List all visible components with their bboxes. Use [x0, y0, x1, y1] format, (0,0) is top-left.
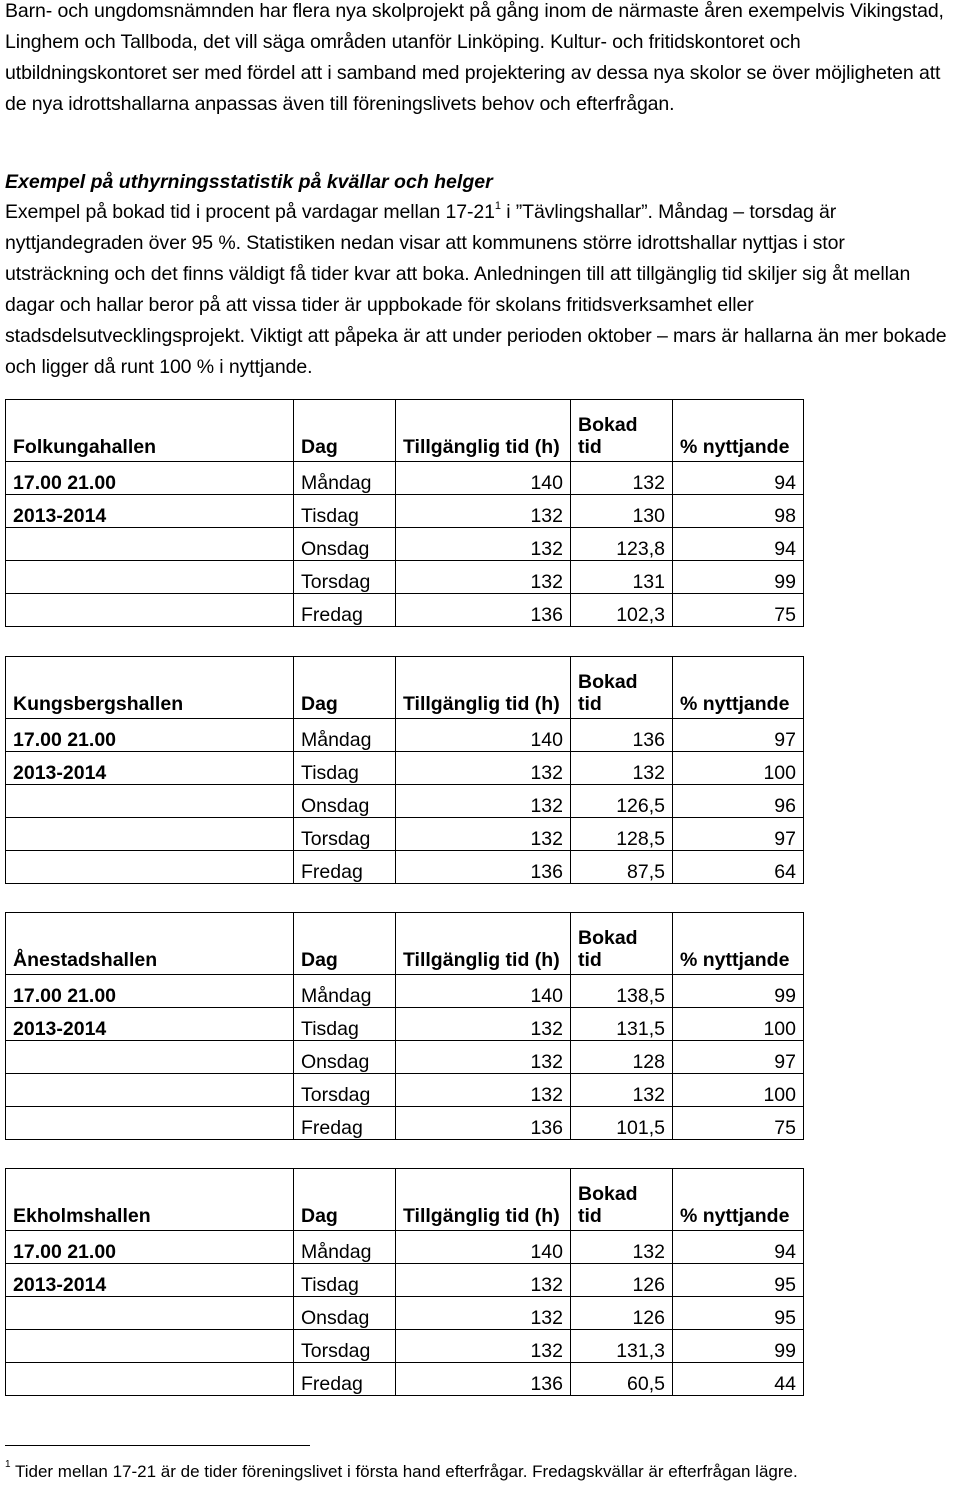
empty-cell: [6, 594, 294, 627]
column-header-day: Dag: [294, 913, 396, 975]
season-period: 2013-2014: [6, 495, 294, 528]
usage-percent-cell: 99: [673, 561, 804, 594]
season-period: 2013-2014: [6, 752, 294, 785]
section-heading: Exempel på uthyrningsstatistik på kvällar och helger: [5, 171, 493, 193]
empty-cell: [6, 1363, 294, 1396]
booked-hours-cell: 132: [571, 462, 673, 495]
available-hours-cell: 132: [396, 1297, 571, 1330]
available-hours-cell: 140: [396, 462, 571, 495]
usage-percent-cell: 100: [673, 752, 804, 785]
season-period: 2013-2014: [6, 1264, 294, 1297]
day-cell: Torsdag: [294, 818, 396, 851]
hall-usage-table: [5, 656, 804, 884]
usage-percent-cell: 97: [673, 1041, 804, 1074]
empty-cell: [6, 1074, 294, 1107]
column-header-booked: Bokad tid: [571, 1169, 673, 1231]
column-header-available: Tillgänglig tid (h): [396, 913, 571, 975]
hall-usage-table: [5, 912, 804, 1140]
table-header-row: [6, 400, 804, 462]
available-hours-cell: 132: [396, 1074, 571, 1107]
table-row: [6, 528, 804, 561]
booked-hours-cell: 131,3: [571, 1330, 673, 1363]
available-hours-cell: 132: [396, 1041, 571, 1074]
footnote-text: Tider mellan 17-21 är de tider föreningslivet i första hand efterfrågar. Fredagskvällar är efterfrågan lägre.: [10, 1462, 798, 1481]
table-row: [6, 1264, 804, 1297]
hall-name: Ånestadshallen: [6, 913, 294, 975]
intro-paragraph: Barn- och ungdomsnämnden har flera nya skolprojekt på gång inom de närmaste åren exempelvis Vikingstad, Linghem och Tallboda, det vill säga områden utanför Linköping. Kultur- och fritidskontoret och utbildningskontoret ser med fördel att i samband med projektering av dessa nya skolor se över möjligheten att de nya idrottshallarna anpassas även till föreningslivets behov och efterfrågan.: [5, 0, 944, 115]
time-range: 17.00 21.00: [6, 975, 294, 1008]
table-row: [6, 1008, 804, 1041]
column-header-booked: Bokad tid: [571, 400, 673, 462]
day-cell: Torsdag: [294, 1074, 396, 1107]
empty-cell: [6, 1297, 294, 1330]
day-cell: Tisdag: [294, 1264, 396, 1297]
column-header-available: Tillgänglig tid (h): [396, 400, 571, 462]
available-hours-cell: 132: [396, 818, 571, 851]
day-cell: Måndag: [294, 1231, 396, 1264]
booked-hours-cell: 128,5: [571, 818, 673, 851]
table-row: [6, 462, 804, 495]
empty-cell: [6, 785, 294, 818]
booked-hours-cell: 102,3: [571, 594, 673, 627]
usage-percent-cell: 94: [673, 1231, 804, 1264]
hall-usage-table: [5, 399, 804, 627]
column-header-day: Dag: [294, 1169, 396, 1231]
available-hours-cell: 132: [396, 528, 571, 561]
day-cell: Onsdag: [294, 528, 396, 561]
empty-cell: [6, 561, 294, 594]
day-cell: Onsdag: [294, 1041, 396, 1074]
booked-hours-cell: 126,5: [571, 785, 673, 818]
footnote-marker: 1: [5, 1459, 11, 1471]
usage-percent-cell: 64: [673, 851, 804, 884]
available-hours-cell: 136: [396, 1363, 571, 1396]
footnote-reference: 1: [494, 199, 501, 212]
table-row: [6, 1107, 804, 1140]
usage-percent-cell: 95: [673, 1264, 804, 1297]
table-row: [6, 975, 804, 1008]
available-hours-cell: 136: [396, 1107, 571, 1140]
table-row: [6, 1330, 804, 1363]
table-row: [6, 1297, 804, 1330]
usage-percent-cell: 97: [673, 719, 804, 752]
usage-percent-cell: 97: [673, 818, 804, 851]
booked-hours-cell: 87,5: [571, 851, 673, 884]
column-header-day: Dag: [294, 657, 396, 719]
column-header-available: Tillgänglig tid (h): [396, 1169, 571, 1231]
usage-percent-cell: 99: [673, 1330, 804, 1363]
empty-cell: [6, 1330, 294, 1363]
available-hours-cell: 140: [396, 719, 571, 752]
day-cell: Fredag: [294, 1363, 396, 1396]
table-row: [6, 495, 804, 528]
day-cell: Måndag: [294, 462, 396, 495]
day-cell: Fredag: [294, 851, 396, 884]
booked-hours-cell: 132: [571, 752, 673, 785]
available-hours-cell: 132: [396, 785, 571, 818]
available-hours-cell: 132: [396, 1008, 571, 1041]
table-row: [6, 594, 804, 627]
table-header-row: [6, 1169, 804, 1231]
booked-hours-cell: 138,5: [571, 975, 673, 1008]
usage-percent-cell: 75: [673, 1107, 804, 1140]
table-row: [6, 752, 804, 785]
column-header-booked: Bokad tid: [571, 913, 673, 975]
usage-percent-cell: 98: [673, 495, 804, 528]
usage-percent-cell: 44: [673, 1363, 804, 1396]
column-header-available: Tillgänglig tid (h): [396, 657, 571, 719]
day-cell: Onsdag: [294, 1297, 396, 1330]
column-header-day: Dag: [294, 400, 396, 462]
table-header-row: [6, 657, 804, 719]
booked-hours-cell: 130: [571, 495, 673, 528]
stats-paragraph-part1: Exempel på bokad tid i procent på vardagar mellan 17-21: [5, 201, 495, 223]
empty-cell: [6, 1041, 294, 1074]
booked-hours-cell: 132: [571, 1231, 673, 1264]
usage-percent-cell: 75: [673, 594, 804, 627]
booked-hours-cell: 132: [571, 1074, 673, 1107]
day-cell: Måndag: [294, 975, 396, 1008]
usage-percent-cell: 100: [673, 1008, 804, 1041]
hall-name: Kungsbergshallen: [6, 657, 294, 719]
table-row: [6, 1363, 804, 1396]
footnote-divider: [5, 1445, 310, 1446]
day-cell: Torsdag: [294, 561, 396, 594]
booked-hours-cell: 136: [571, 719, 673, 752]
available-hours-cell: 132: [396, 1264, 571, 1297]
booked-hours-cell: 126: [571, 1264, 673, 1297]
table-row: [6, 851, 804, 884]
column-header-usage: % nyttjande: [673, 657, 804, 719]
available-hours-cell: 132: [396, 495, 571, 528]
day-cell: Fredag: [294, 1107, 396, 1140]
table-row: [6, 719, 804, 752]
day-cell: Tisdag: [294, 752, 396, 785]
booked-hours-cell: 131: [571, 561, 673, 594]
column-header-usage: % nyttjande: [673, 913, 804, 975]
available-hours-cell: 140: [396, 1231, 571, 1264]
column-header-usage: % nyttjande: [673, 400, 804, 462]
time-range: 17.00 21.00: [6, 719, 294, 752]
day-cell: Tisdag: [294, 1008, 396, 1041]
empty-cell: [6, 528, 294, 561]
booked-hours-cell: 126: [571, 1297, 673, 1330]
table-row: [6, 1231, 804, 1264]
booked-hours-cell: 131,5: [571, 1008, 673, 1041]
column-header-booked: Bokad tid: [571, 657, 673, 719]
day-cell: Tisdag: [294, 495, 396, 528]
day-cell: Torsdag: [294, 1330, 396, 1363]
time-range: 17.00 21.00: [6, 1231, 294, 1264]
usage-percent-cell: 94: [673, 462, 804, 495]
booked-hours-cell: 101,5: [571, 1107, 673, 1140]
table-header-row: [6, 913, 804, 975]
empty-cell: [6, 818, 294, 851]
stats-paragraph: [5, 197, 953, 383]
hall-name: Folkungahallen: [6, 400, 294, 462]
empty-cell: [6, 851, 294, 884]
time-range: 17.00 21.00: [6, 462, 294, 495]
usage-percent-cell: 96: [673, 785, 804, 818]
table-row: [6, 818, 804, 851]
table-row: [6, 1041, 804, 1074]
day-cell: Fredag: [294, 594, 396, 627]
booked-hours-cell: 123,8: [571, 528, 673, 561]
hall-usage-table: [5, 1168, 804, 1396]
table-row: [6, 1074, 804, 1107]
usage-percent-cell: 99: [673, 975, 804, 1008]
stats-paragraph-part2: i ”Tävlingshallar”. Måndag – torsdag är nyttjandegraden över 95 %. Statistiken nedan visar att kommunens större idrottshallar nyttjas i stor utsträckning och det finns väldigt få tider kvar att boka. Anledningen till att tillgänglig tid skiljer sig åt mellan dagar och hallar beror på att vissa tider är uppbokade för skolans fritidsverksamhet eller stadsdelsutvecklingsprojekt. Viktigt att påpeka är att under perioden oktober – mars är hallarna än mer bokade och ligger då runt 100 % i nyttjande.: [5, 201, 947, 378]
booked-hours-cell: 128: [571, 1041, 673, 1074]
available-hours-cell: 132: [396, 752, 571, 785]
available-hours-cell: 132: [396, 561, 571, 594]
day-cell: Måndag: [294, 719, 396, 752]
usage-percent-cell: 100: [673, 1074, 804, 1107]
day-cell: Onsdag: [294, 785, 396, 818]
table-row: [6, 785, 804, 818]
available-hours-cell: 132: [396, 1330, 571, 1363]
hall-name: Ekholmshallen: [6, 1169, 294, 1231]
available-hours-cell: 136: [396, 594, 571, 627]
empty-cell: [6, 1107, 294, 1140]
season-period: 2013-2014: [6, 1008, 294, 1041]
usage-percent-cell: 94: [673, 528, 804, 561]
available-hours-cell: 140: [396, 975, 571, 1008]
booked-hours-cell: 60,5: [571, 1363, 673, 1396]
column-header-usage: % nyttjande: [673, 1169, 804, 1231]
footnote: [5, 1461, 798, 1483]
available-hours-cell: 136: [396, 851, 571, 884]
usage-percent-cell: 95: [673, 1297, 804, 1330]
table-row: [6, 561, 804, 594]
